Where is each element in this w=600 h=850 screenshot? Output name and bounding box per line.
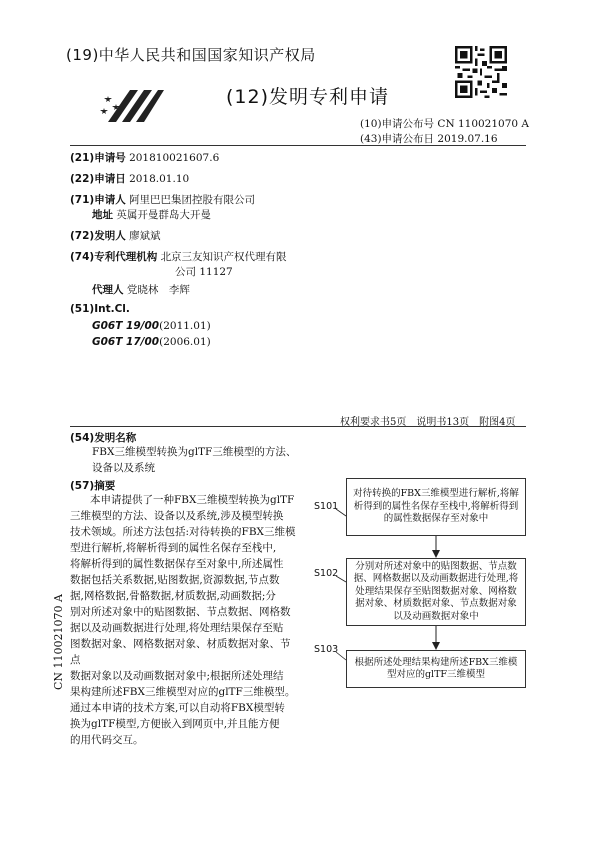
application-number: (21)申请号 201810021607.6 — [70, 152, 220, 164]
flow-step-box: 根据所述处理结果构建所述FBX三维模型对应的glTF三维模型 — [346, 650, 526, 688]
document-type: (12)发明专利申请 — [226, 86, 390, 108]
header-divider — [70, 145, 526, 146]
abstract-line: 据以及动画数据进行处理,将处理结果保存至贴 — [70, 622, 284, 634]
patent-agency-line2: 公司 11127 — [175, 266, 233, 278]
abstract-line: 果构建所述FBX三维模型对应的glTF三维模型。 — [70, 686, 296, 698]
abstract-line: 三维模型的方法、设备以及系统,涉及模型转换 — [70, 510, 284, 522]
abstract-line: 换为glTF模型,方便嵌入到网页中,并且能方便 — [70, 718, 280, 730]
title-line: FBX三维模型转换为glTF三维模型的方法、 — [92, 446, 297, 458]
publication-number-label: (10)申请公布号 — [360, 118, 435, 130]
step-label: S103 — [314, 644, 339, 655]
abstract-line: 技术领域。所述方法包括:对待转换的FBX三维模 — [70, 526, 296, 538]
cnipa-logo-icon — [100, 82, 166, 124]
abstract-line: 通过本申请的技术方案,可以自动将FBX模型转 — [70, 702, 285, 714]
flow-step-box: 分别对所述对象中的贴图数据、节点数据、网格数据以及动画数据进行处理,将处理结果保存至贴图数据对象、网格数据对象、材质数据对象、节点数据对象以及动画数据对象中 — [346, 558, 526, 626]
side-publication-number: CN 110021070 A — [52, 594, 65, 690]
invention-title — [92, 444, 296, 476]
publication-number — [360, 116, 529, 131]
abstract-line: 别对所述对象中的贴图数据、节点数据、网格数 — [70, 606, 291, 618]
ipc-entry: G06T 19/00(2011.01) — [92, 320, 211, 332]
address: 地址 英属开曼群岛大开曼 — [92, 209, 211, 221]
flow-step-box: 对待转换的FBX三维模型进行解析,将解析得到的属性名保存至栈中,将解析得到的属性数据保存至对象中 — [346, 478, 526, 536]
step-label: S101 — [314, 501, 339, 512]
abstract-line: 的用代码交互。 — [70, 734, 144, 746]
publication-date-label: (43)申请公布日 — [360, 133, 435, 145]
title-line: 设备以及系统 — [92, 462, 155, 474]
abstract-line: 数据对象以及动画数据对象中;根据所述处理结 — [70, 670, 284, 682]
publication-date — [360, 131, 498, 146]
title-label: (54)发明名称 — [70, 432, 137, 444]
publication-date-value: 2019.07.16 — [437, 133, 498, 145]
abstract-line: 型进行解析,将解析得到的属性名保存至栈中, — [70, 542, 277, 554]
page-counts: 权利要求书5页 说明书13页 附图4页 — [340, 417, 516, 428]
publication-number-value: CN 110021070 A — [437, 118, 530, 130]
inventor: (72)发明人 廖斌斌 — [70, 230, 161, 242]
applicant: (71)申请人 阿里巴巴集团控股有限公司 — [70, 194, 256, 206]
abstract-label: (57)摘要 — [70, 480, 116, 492]
patent-office-header: (19)中华人民共和国国家知识产权局 — [66, 46, 316, 64]
int-cl: (51)Int.Cl. — [70, 303, 130, 315]
abstract-line: 据,网格数据,骨骼数据,材质数据,动画数据;分 — [70, 590, 276, 602]
abstract-text — [70, 492, 300, 748]
abstract-line: 本申请提供了一种FBX三维模型转换为glTF — [90, 494, 295, 506]
agent: 代理人 党晓林 李辉 — [92, 284, 190, 296]
abstract-line: 将解析得到的属性数据保存至对象中,所述属性 — [70, 558, 284, 570]
abstract-line: 图数据对象、网格数据对象、材质数据对象、节点 — [70, 638, 291, 666]
application-date: (22)申请日 2018.01.10 — [70, 173, 190, 185]
step-label: S102 — [314, 568, 339, 579]
qr-code-icon — [455, 46, 507, 98]
abstract-line: 数据包括关系数据,贴图数据,资源数据,节点数 — [70, 574, 280, 586]
section-divider — [70, 426, 526, 427]
patent-agency: (74)专利代理机构 北京三友知识产权代理有限 — [70, 251, 287, 263]
ipc-entry: G06T 17/00(2006.01) — [92, 336, 211, 348]
